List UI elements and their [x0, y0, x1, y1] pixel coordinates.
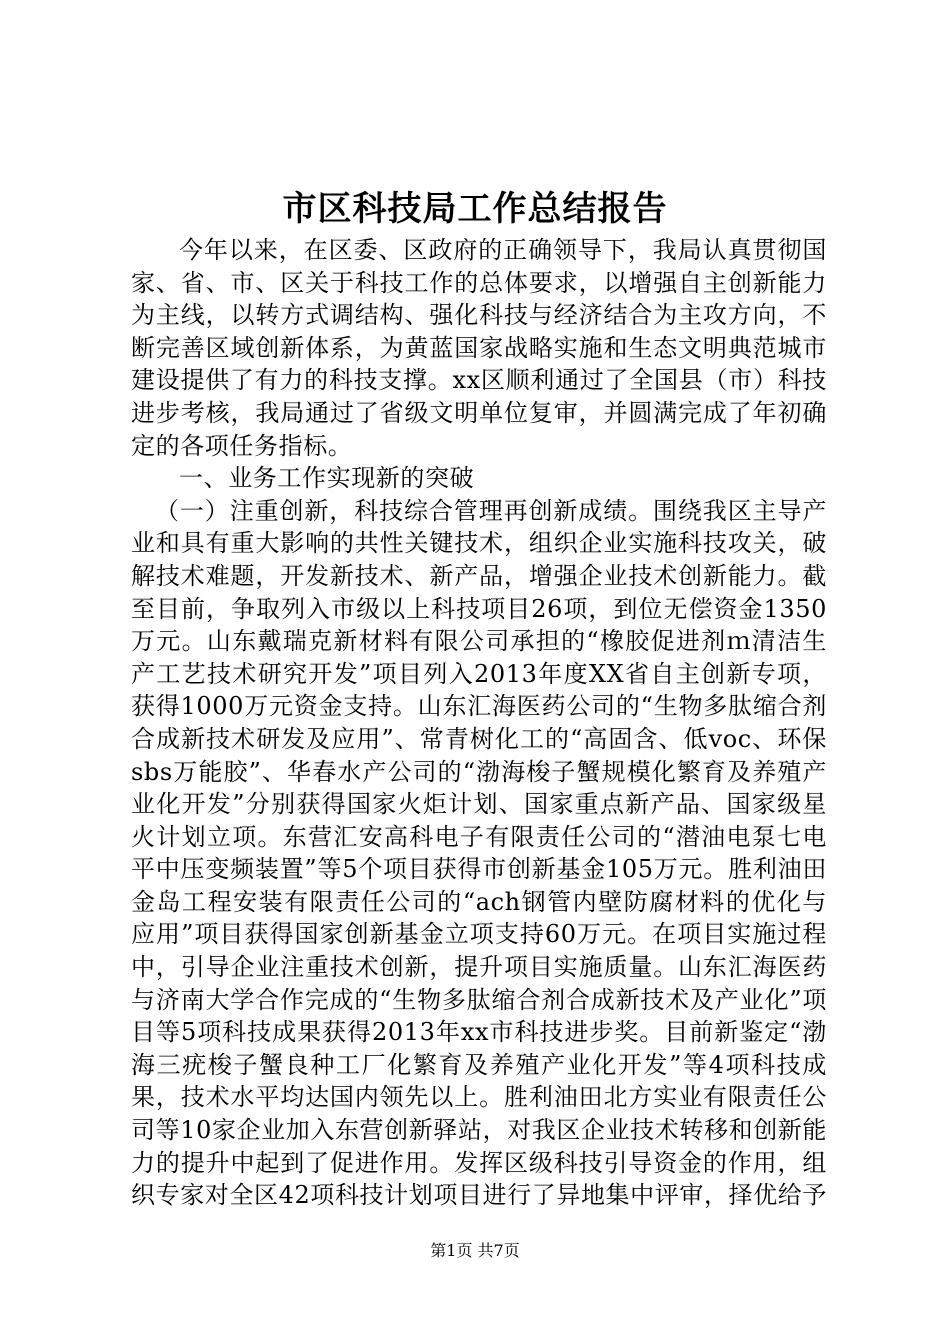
section-paragraph: （一）注重创新，科技综合管理再创新成绩。围绕我区主导产业和具有重大影响的共性关键技术，组织企业实施科技攻关，破解技术难题，开发新技术、新产品，增强企业技术创新能力。截至目前，争取列入市级以上科技项目26项，到位无偿资金1350万元。山东戴瑞克新材料有限公司承担的“橡胶促进剂ｍ清洁生产工艺技术研究开发”项目列入2013年度XX省自主创新专项，获得1000万元资金支持。山东汇海医药公司的“生物多肽缩合剂合成新技术研发及应用”、常青树化工的“高固含、低voc、环保sbs万能胶”、华春水产公司的“渤海梭子蟹规模化繁育及养殖产业化开发”分别获得国家火炬计划、国家重点新产品、国家级星火计划立项。东营汇安高科电子有限责任公司的“潜油电泵七电平中压变频装置”等5个项目获得市创新基金105万元。胜利油田金岛工程安装有限责任公司的“ach钢管内壁防腐材料的优化与应用”项目获得国家创新基金立项支持60万元。在项目实施过程中，引导企业注重技术创新，提升项目实施质量。山东汇海医药与济南大学合作完成的“生物多肽缩合剂合成新技术及产业化”项目等5项科技成果获得2013年xx市科技进步奖。目前新鉴定“渤海三疣梭子蟹良种工厂化繁育及养殖产业化开发”等4项科技成果，技术水平均达国内领先以上。胜利油田北方实业有限责任公司等10家企业加入东营创新驿站，对我区企业技术转移和创新能力的提升中起到了促进作用。发挥区级科技引导资金的作用，组织专家对全区42项科技计划项目进行了异地集中评审，择优给予	[131, 496, 827, 1210]
document-title: 市区科技局工作总结报告	[282, 189, 668, 229]
intro-paragraph: 今年以来，在区委、区政府的正确领导下，我局认真贯彻国家、省、市、区关于科技工作的总体要求，以增强自主创新能力为主线，以转方式调结构、强化科技与经济结合为主攻方向，不断完善区域创新体系，为黄蓝国家战略实施和生态文明典范城市建设提供了有力的科技支撑。xx区顺利通过了全国县（市）科技进步考核，我局通过了省级文明单位复审，并圆满完成了年初确定的各项任务指标。	[131, 236, 827, 460]
page-footer: 第1页 共7页	[430, 1241, 520, 1260]
section-heading: 一、业务工作实现新的突破	[179, 464, 475, 493]
document-body	[131, 234, 827, 1212]
